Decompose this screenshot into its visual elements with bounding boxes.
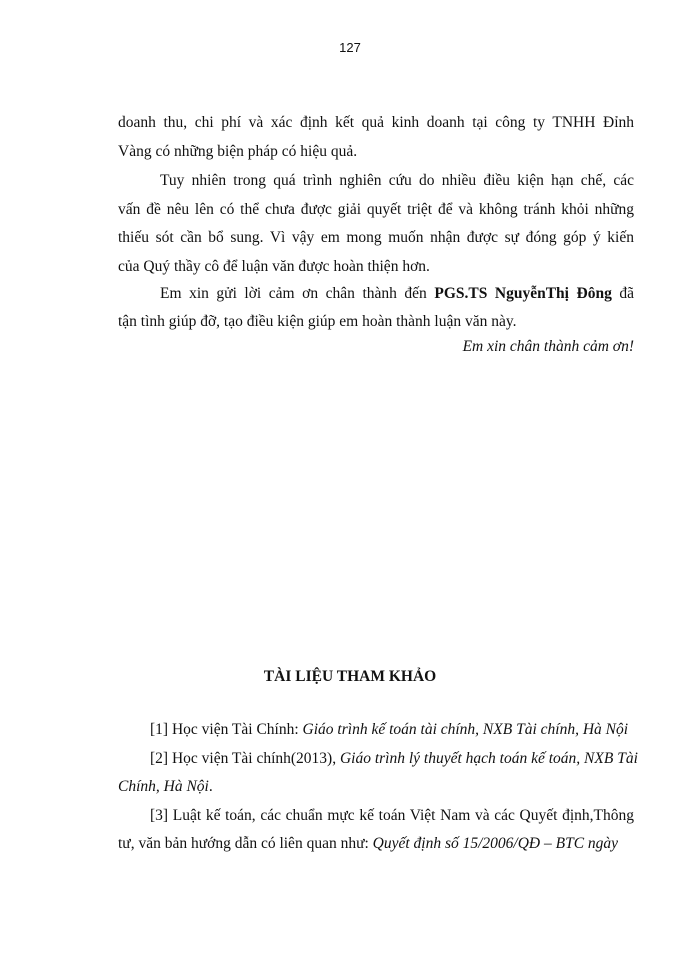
paragraph-line (118, 284, 634, 304)
reference-title: Quyết định số 15/2006/QĐ – BTC ngày (372, 835, 619, 852)
reference-item-cont (118, 777, 634, 797)
reference-item (118, 720, 634, 740)
paragraph-line: Tuy nhiên trong quá trình nghiên cứu do nhiều điều kiện hạn chế, các (160, 172, 634, 189)
reference-source: tư, văn bản hướng dẫn có liên quan như: (118, 835, 373, 852)
reference-title: Giáo trình kế toán tài chính, NXB Tài chính, Hà Nội (302, 721, 629, 738)
reference-title: Giáo trình lý thuyết hạch toán kế toán, NXB Tài (339, 750, 638, 767)
thanks-text: Em xin gửi lời cảm ơn chân thành đến (160, 285, 435, 302)
references-title: TÀI LIỆU THAM KHẢO (263, 668, 437, 685)
paragraph-line: thiếu sót cần bổ sung. Vì vậy em mong muốn nhận được sự đóng góp ý kiến (118, 229, 634, 246)
closing-signature: Em xin chân thành cảm ơn! (462, 338, 634, 355)
page-number: 127 (339, 40, 361, 55)
paragraph-line: của Quý thầy cô để luận văn được hoàn thiện hơn. (118, 258, 430, 275)
reference-source: [2] Học viện Tài chính(2013), (150, 750, 340, 767)
advisor-name: PGS.TS NguyễnThị Đông (434, 285, 612, 302)
paragraph-line: tận tình giúp đỡ, tạo điều kiện giúp em hoàn thành luận văn này. (118, 313, 517, 330)
reference-item: [3] Luật kế toán, các chuẩn mực kế toán Việt Nam và các Quyết định,Thông (150, 807, 634, 824)
paragraph-line: Vàng có những biện pháp có hiệu quả. (118, 143, 358, 160)
reference-item-cont (118, 834, 634, 854)
reference-title: Chính, Hà Nội (118, 778, 209, 795)
reference-end: . (208, 778, 213, 795)
thanks-text-end: đã (611, 285, 635, 302)
paragraph-line: doanh thu, chi phí và xác định kết quả kinh doanh tại công ty TNHH Đỉnh (118, 114, 634, 131)
reference-source: [1] Học viện Tài Chính: (150, 721, 303, 738)
reference-item (118, 749, 638, 769)
paragraph-line: vấn đề nêu lên có thể chưa được giải quyết triệt để và không tránh khỏi những (118, 201, 634, 218)
